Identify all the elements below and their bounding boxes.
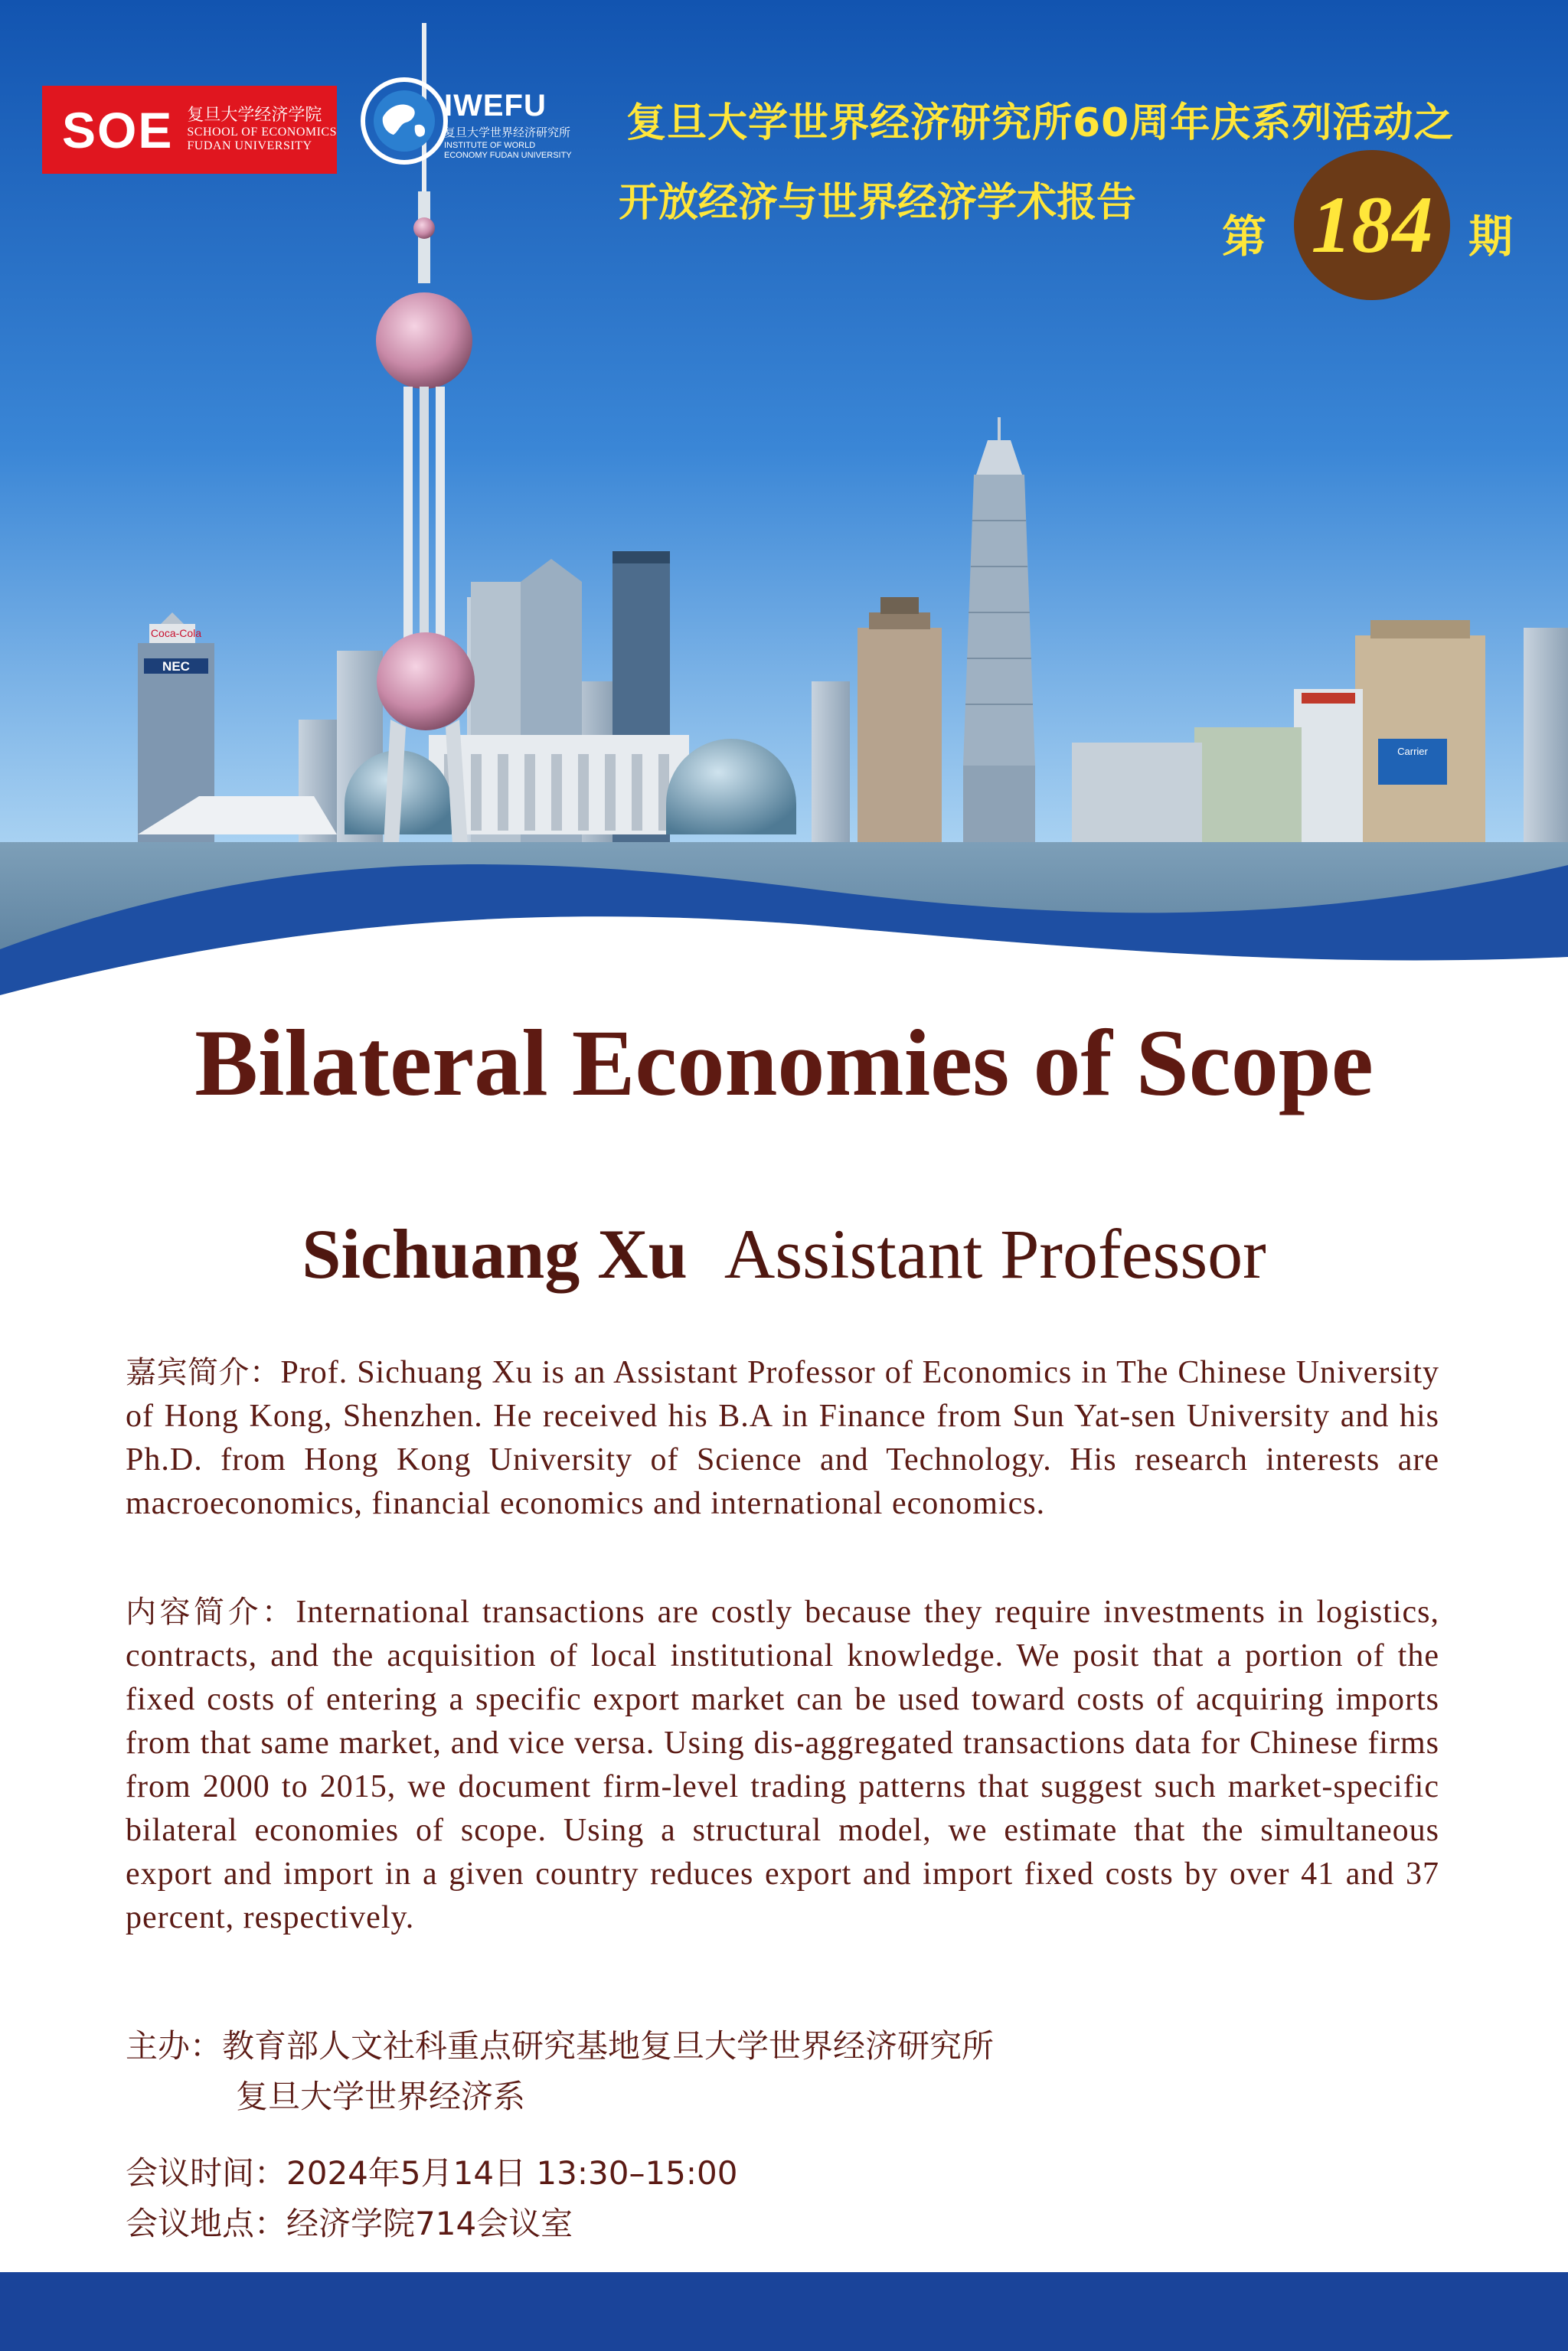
bio-text: Prof. Sichuang Xu is an Assistant Professor of Economics in The Chinese University of Hong Kong, Shenzhen. He received his B.A in Finance from Sun Yat-sen University and his Ph.D. from Hong Kong University of Science and Technology. His research interests are macroeconomics, financial economics and international economics. [126,1355,1440,1521]
coca-cola-sign: Coca-Cola [150,627,202,639]
bio-label: 嘉宾简介： [126,1355,281,1390]
time-label: 会议时间： [126,2154,287,2192]
host-label: 主办： [126,2027,223,2065]
issue-suffix: 期 [1468,211,1514,263]
iwefu-logo-name: IWEFU [444,89,547,122]
place-line [126,2199,573,2245]
soe-logo-en2: FUDAN UNIVERSITY [187,139,312,153]
issue-number: 184 [1311,180,1433,269]
host-org-2: 复旦大学世界经济系 [236,2078,526,2115]
series-title: 复旦大学世界经济研究所60周年庆系列活动之 [626,100,1455,146]
place-value: 经济学院714会议室 [286,2205,573,2242]
jinmao-tower [963,417,1035,857]
speaker-name: Sichuang Xu [302,1215,688,1293]
carrier-sign: Carrier [1397,746,1428,757]
iwefu-logo-cn: 复旦大学世界经济研究所 [444,126,571,139]
globe-icon [358,75,450,167]
iwefu-logo [358,75,580,167]
soe-logo-mark: SOE [62,101,174,158]
speaker-role: Assistant Professor [724,1215,1266,1293]
speaker-bio [126,1351,1439,1526]
place-label: 会议地点： [126,2205,287,2242]
host-line-1 [126,2021,994,2067]
issue-prefix: 第 [1222,211,1267,263]
host-org-1: 教育部人文社科重点研究基地复旦大学世界经济研究所 [222,2027,995,2065]
time-line [126,2148,738,2194]
soe-logo-en1: SCHOOL OF ECONOMICS [187,125,337,139]
talk-title: Bilateral Economies of Scope [194,1011,1374,1115]
header-banner [0,0,1568,995]
center-right-tower [858,597,942,857]
soe-logo-cn: 复旦大学经济学院 [187,106,322,126]
iwefu-logo-en: INSTITUTE OF WORLD ECONOMY FUDAN UNIVERSITY [444,141,572,161]
nec-sign: NEC [162,659,190,674]
speaker-line [0,1213,1568,1295]
issue-badge [1294,150,1450,300]
time-value: 2024年5月14日 13:30–15:00 [286,2154,738,2192]
footer-bar [0,2272,1568,2351]
talk-abstract [126,1591,1439,1940]
abstract-text: International transactions are costly because they require investments in logistics, contracts, and the acquisition of local institutional knowledge. We posit that a portion of the fixed costs of entering a specific export market can be used toward costs of acquiring imports from that same market, and vice versa. Using dis-aggregated transactions data for Chinese firms from 2000 to 2015, we document firm-level trading patterns that suggest such market-specific bilateral economies of scope. Using a structural model, we estimate that the simultaneous export and import in a given country reduces export and import fixed costs by over 41 and 37 percent, respectively. [126,1595,1440,1935]
soe-logo [42,86,337,174]
abstract-label: 内容简介： [126,1595,296,1630]
subseries-title: 开放经济与世界经济学术报告 [619,180,1137,226]
